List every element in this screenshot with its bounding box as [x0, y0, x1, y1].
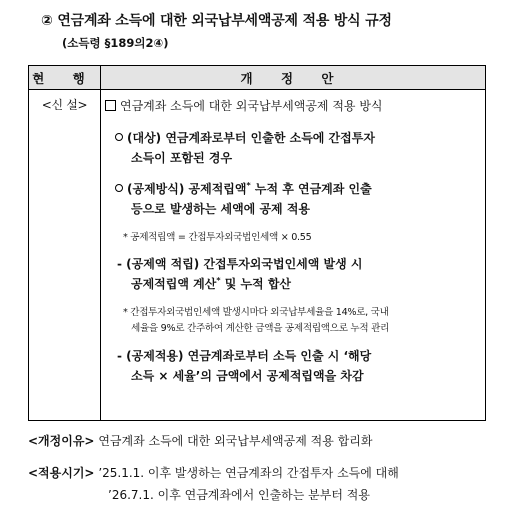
section-title: ② 연금계좌 소득에 대한 외국납부세액공제 적용 방식 규정	[41, 13, 392, 29]
item-target: (대상) 연금계좌로부터 인출한 소득에 간접투자	[115, 129, 375, 146]
section-subtitle: (소득령 §189의2④)	[62, 36, 169, 50]
proposed-cell	[101, 90, 486, 421]
revision-reason	[28, 432, 372, 449]
subitem-accumulate: - (공제액 적립) 간접투자외국법인세액 발생 시	[117, 257, 363, 271]
revision-reason-text: 연금계좌 소득에 대한 외국납부세액공제 적용 합리화	[98, 434, 373, 448]
subitem-apply-cont: 소득 × 세율’의 금액에서 공제적립액을 차감	[131, 369, 364, 383]
proposal-heading: 연금계좌 소득에 대한 외국납부세액공제 적용 방식	[105, 97, 383, 114]
effective-date-line1: ’25.1.1. 이후 발생하는 연금계좌의 간접투자 소득에 대해	[98, 466, 399, 480]
effective-date-label: <적용시기>	[28, 466, 95, 480]
table-row	[29, 90, 486, 421]
header-current: 현 행	[29, 66, 101, 90]
revision-reason-label: <개정이유>	[28, 434, 95, 448]
effective-date	[28, 464, 399, 481]
circle-bullet-icon	[115, 133, 123, 141]
footnote-rate: * 간접투자외국법인세액 발생시마다 외국납부세율을 14%로, 국내	[123, 307, 389, 318]
header-proposed: 개 정 안	[101, 66, 486, 90]
subitem-apply: - (공제적용) 연금계좌로부터 소득 인출 시 ‘해당	[117, 349, 372, 363]
table-header-row	[29, 66, 486, 90]
item-target-cont: 소득이 포함된 경우	[131, 151, 233, 165]
effective-date-line2: ’26.7.1. 이후 연금계좌에서 인출하는 분부터 적용	[108, 488, 370, 502]
footnote-formula: * 공제적립액 = 간접투자외국법인세액 × 0.55	[123, 232, 312, 243]
footnote-rate-cont: 세율을 9%로 간주하여 계산한 금액을 공제적립액으로 누적 관리	[131, 323, 390, 334]
item-method: (공제방식) 공제적립액* 누적 후 연금계좌 인출	[115, 180, 372, 197]
subitem-accumulate-cont: 공제적립액 계산* 및 누적 합산	[131, 276, 292, 291]
item-method-cont: 등으로 발생하는 세액에 공제 적용	[131, 202, 311, 216]
circle-bullet-icon	[115, 184, 123, 192]
checkbox-icon	[105, 100, 116, 111]
row-label-new: <신 설>	[29, 90, 101, 421]
amendment-table	[28, 65, 486, 421]
